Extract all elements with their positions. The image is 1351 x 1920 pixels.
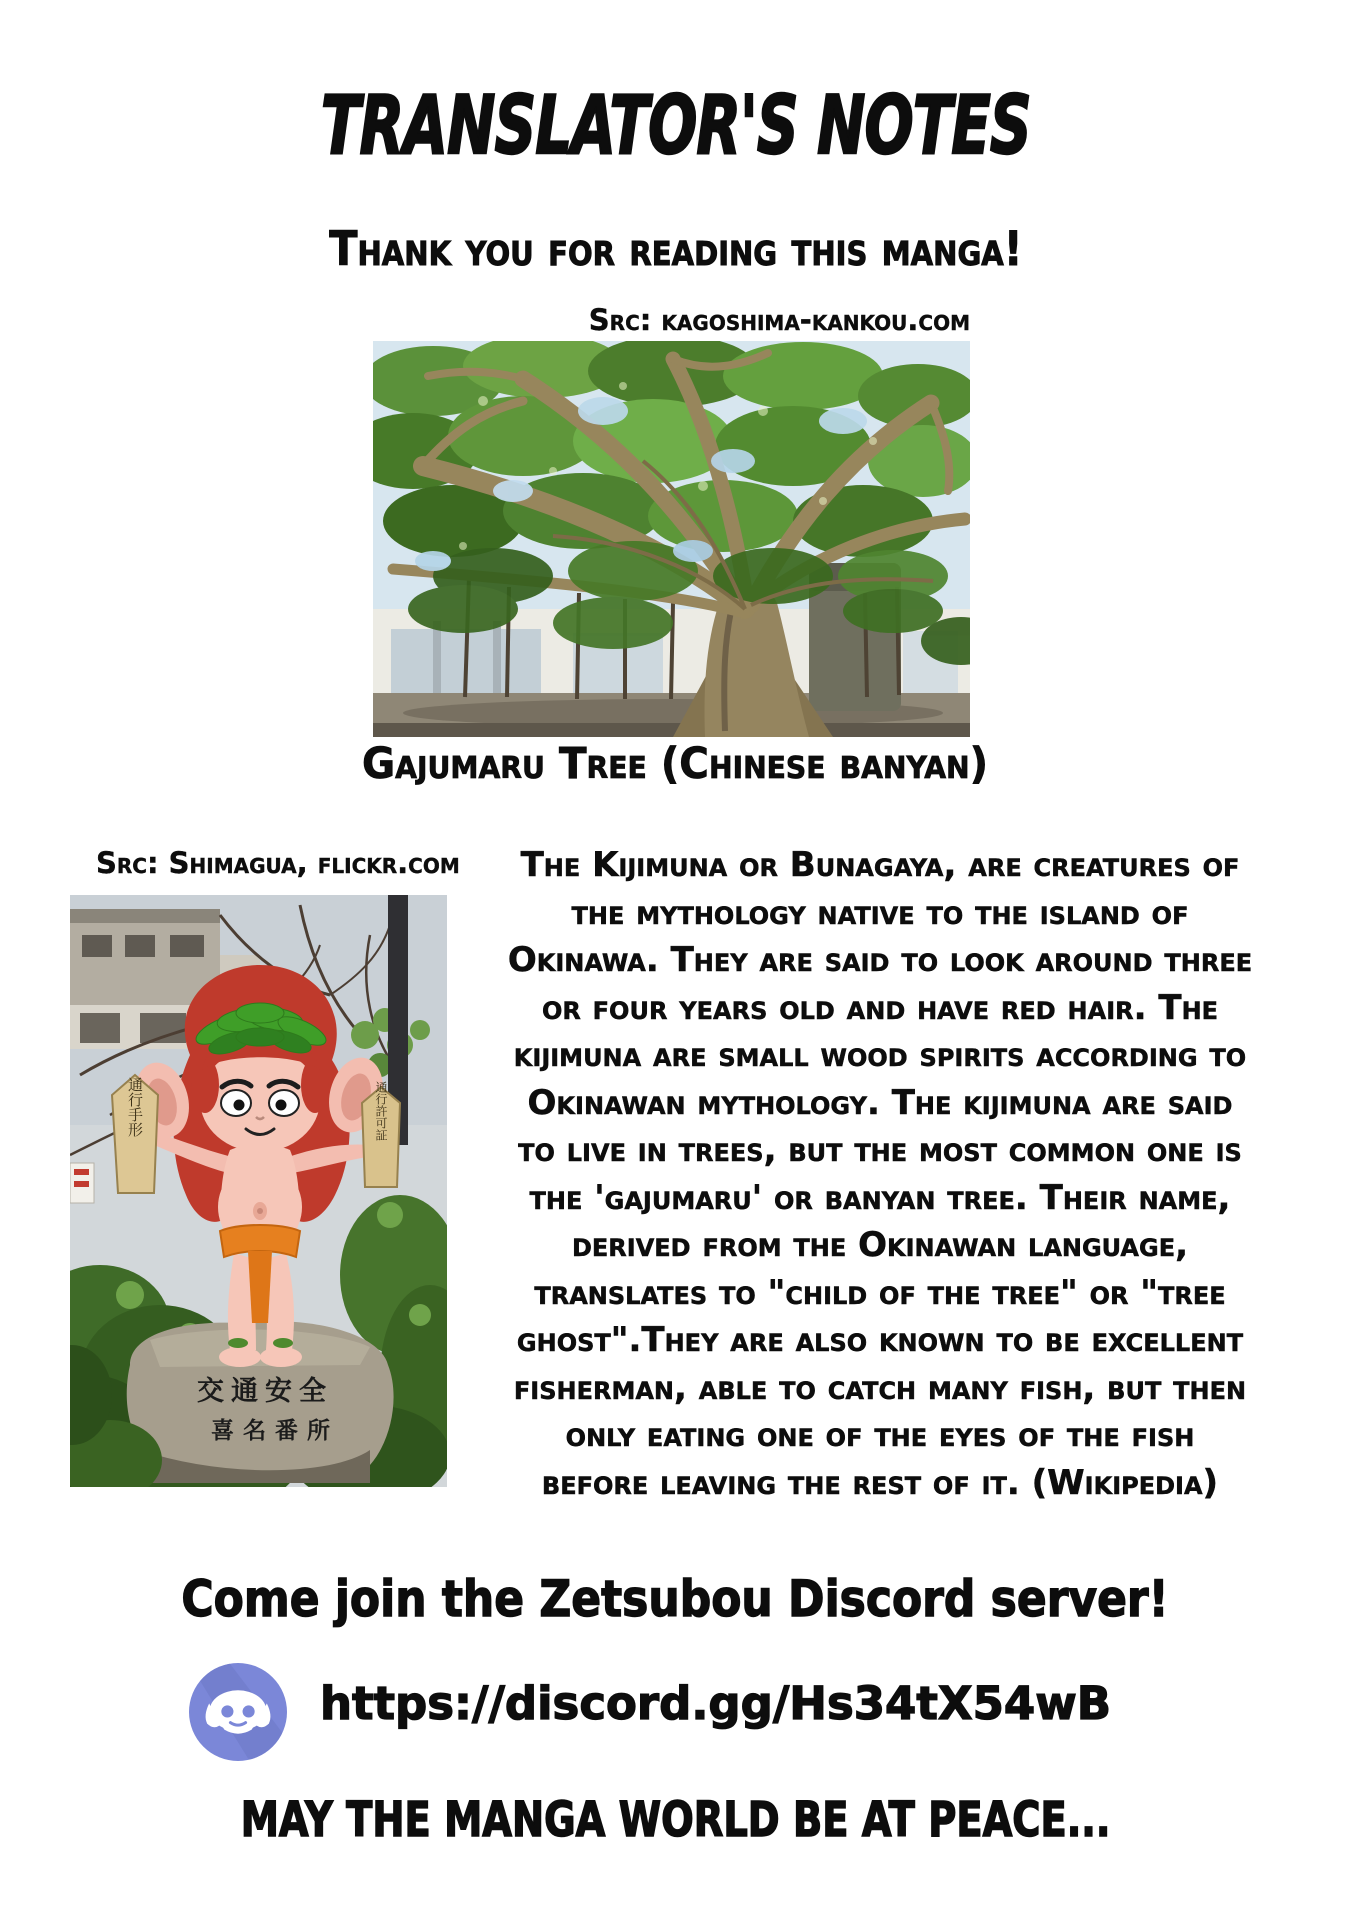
tree-caption: Gajumaru Tree (Chinese banyan) bbox=[362, 739, 989, 789]
paragraph-line: kijimuna are small wood spirits according to bbox=[513, 1035, 1247, 1075]
paragraph-line: The Kijimuna or Bunagaya, are creatures of bbox=[520, 845, 1240, 885]
tablet-right-text: 通行許可証 bbox=[374, 1081, 388, 1141]
roadside-sign bbox=[70, 1163, 94, 1203]
paragraph-line: or four years old and have red hair. The bbox=[541, 987, 1219, 1028]
rock-inscription-line2: 喜名番所 bbox=[211, 1418, 339, 1444]
paragraph-line: translates to "child of the tree" or "tree bbox=[534, 1272, 1226, 1313]
paragraph-line: derived from the Okinawan language, bbox=[571, 1225, 1189, 1265]
gajumaru-tree-illustration bbox=[373, 341, 970, 737]
paragraph-line: only eating one of the eyes of the fish bbox=[565, 1415, 1195, 1455]
kijimuna-description bbox=[440, 842, 1320, 1507]
paragraph-line: the mythology native to the island of bbox=[571, 892, 1189, 933]
paragraph-line: Okinawan mythology. The kijimuna are said bbox=[527, 1082, 1233, 1123]
paragraph-line: fisherman, able to catch many fish, but then bbox=[513, 1367, 1247, 1408]
discord-invite-link[interactable]: https://discord.gg/Hs34tX54wB bbox=[320, 1677, 1112, 1730]
discord-icon bbox=[189, 1663, 287, 1761]
paragraph-line: before leaving the rest of it. (Wikipedia) bbox=[541, 1462, 1219, 1503]
statue-source-credit: Src: Shimagua, flickr.com bbox=[96, 846, 460, 880]
paragraph-line: ghost".They are also known to be excellent bbox=[516, 1320, 1244, 1360]
discord-invite-heading: Come join the Zetsubou Discord server! bbox=[181, 1570, 1170, 1628]
paragraph-line: to live in trees, but the most common one is bbox=[518, 1130, 1242, 1170]
tree-source-credit: Src: kagoshima-kankou.com bbox=[588, 303, 970, 337]
kijimuna-statue-photo bbox=[70, 895, 447, 1487]
kijimuna-statue-illustration bbox=[70, 895, 447, 1487]
rock-inscription-line1: 交通安全 bbox=[197, 1376, 333, 1407]
thank-you-subtitle: Thank you for reading this manga! bbox=[328, 222, 1023, 277]
discord-logo-icon bbox=[189, 1663, 287, 1761]
gajumaru-tree-photo bbox=[373, 341, 970, 737]
page-title-text: TRANSLATOR'S NOTES bbox=[320, 79, 1031, 172]
paragraph-line: Okinawa. They are said to look around three bbox=[507, 940, 1253, 980]
page-title bbox=[0, 76, 1351, 176]
tablet-left-text: 通行手形 bbox=[126, 1077, 144, 1137]
closing-message: MAY THE MANGA WORLD BE AT PEACE... bbox=[240, 1792, 1111, 1848]
paragraph-line: the 'gajumaru' or banyan tree. Their name, bbox=[529, 1177, 1231, 1218]
